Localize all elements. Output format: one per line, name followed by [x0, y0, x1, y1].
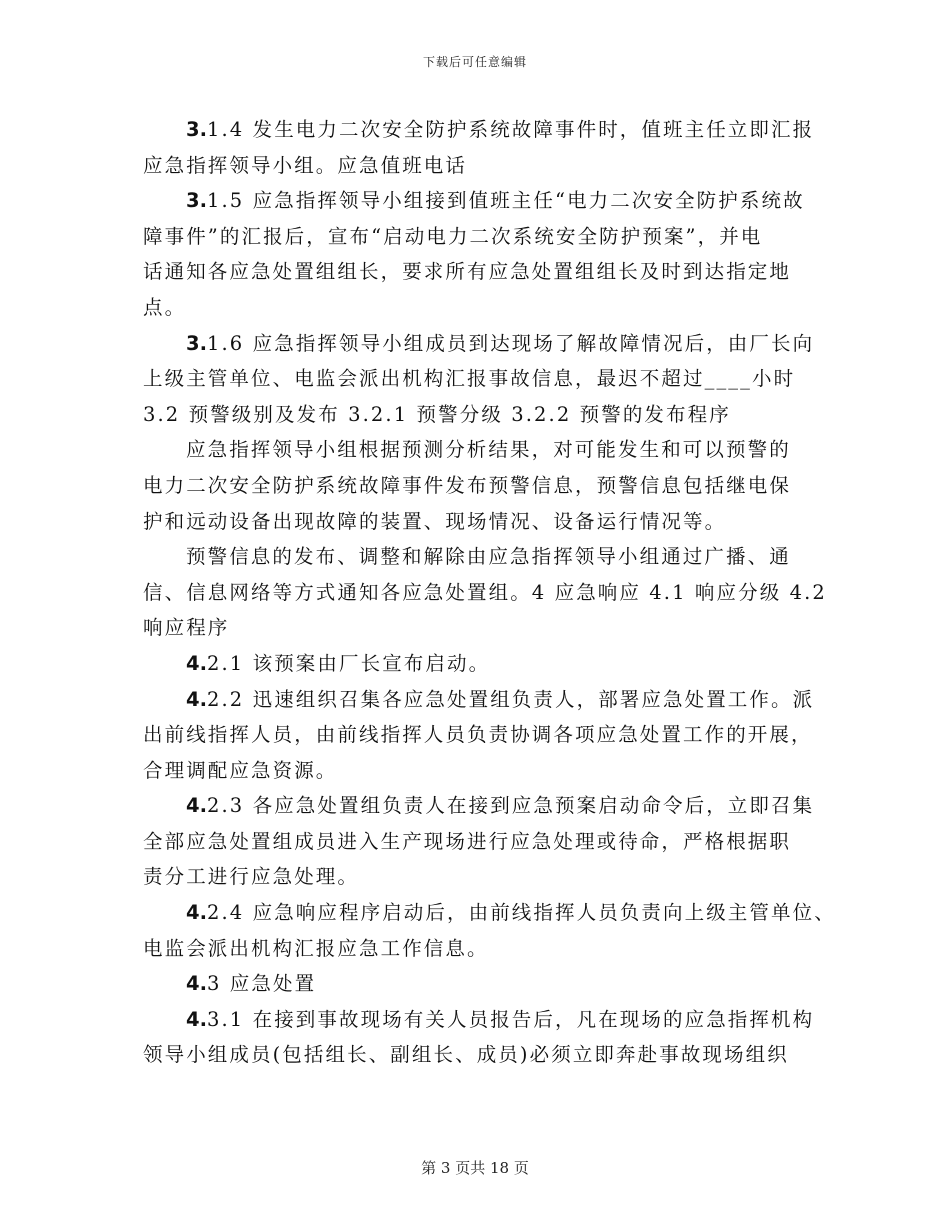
line-text: 责分工进行应急处理。 [143, 865, 360, 889]
section-number: 4. [186, 687, 207, 711]
line-text: 3.1 在接到事故现场有关人员报告后，凡在现场的应急指挥机构 [206, 1007, 815, 1031]
text-line [143, 361, 823, 397]
text-line [143, 788, 823, 824]
line-text: 电监会派出机构汇报应急工作信息。 [143, 936, 489, 960]
text-line [143, 468, 823, 504]
line-text: 预警信息的发布、调整和解除由应急指挥领导小组通过广播、通 [186, 545, 791, 569]
text-line [143, 646, 823, 682]
line-text: 1.6 应急指挥领导小组成员到达现场了解故障情况后，由厂长向 [206, 331, 815, 355]
line-text: 合理调配应急资源。 [143, 758, 338, 782]
text-line [143, 824, 823, 860]
line-text: 领导小组成员(包括组长、副组长、成员)必须立即奔赴事故现场组织 [143, 1043, 789, 1067]
text-line [143, 219, 823, 255]
line-text: 1.4 发生电力二次安全防护系统故障事件时，值班主任立即汇报 [206, 118, 815, 141]
line-text: 应急指挥领导小组根据预测分析结果，对可能发生和可以预警的 [186, 438, 791, 462]
text-line [143, 148, 823, 184]
section-number: 4. [186, 901, 207, 925]
line-text: 上级主管单位、电监会派出机构汇报事故信息，最迟不超过____小时 [143, 367, 796, 391]
line-text: 响应程序 [143, 616, 230, 640]
text-line [143, 539, 823, 575]
text-line [143, 1002, 823, 1038]
text-line [143, 753, 823, 789]
text-line [143, 966, 823, 1002]
text-line [143, 575, 827, 611]
line-text: 2.3 各应急处置组负责人在接到应急预案启动命令后，立即召集 [206, 794, 815, 818]
text-line [143, 717, 823, 753]
text-line [143, 610, 823, 646]
section-number: 3. [186, 331, 207, 355]
text-line [143, 397, 823, 433]
text-line [143, 859, 823, 895]
text-line [143, 682, 823, 718]
text-line [143, 183, 823, 219]
line-text: 出前线指挥人员，由前线指挥人员负责协调各项应急处置工作的开展， [143, 723, 813, 747]
text-line [143, 895, 836, 931]
line-text: 护和远动设备出现故障的装置、现场情况、设备运行情况等。 [143, 509, 727, 533]
line-text: 障事件”的汇报后，宣布“启动电力二次系统安全防护预案”，并电 [143, 224, 763, 248]
line-text: 信、信息网络等方式通知各应急处置组。4 应急响应 4.1 响应分级 4.2 [143, 580, 827, 604]
page-header: 下载后可任意编辑 [422, 55, 527, 69]
line-text: 3 应急处置 [206, 972, 317, 996]
text-line [143, 504, 823, 540]
line-text: 应急指挥领导小组。应急值班电话 [143, 153, 468, 177]
line-text: 话通知各应急处置组组长，要求所有应急处置组组长及时到达指定地 [143, 260, 792, 284]
text-line [143, 326, 823, 362]
section-number: 3. [186, 118, 207, 141]
line-text: 2.4 应急响应程序启动后，由前线指挥人员负责向上级主管单位、 [206, 901, 836, 925]
section-number: 3. [186, 189, 207, 213]
section-number: 4. [186, 651, 207, 675]
line-text: 3.2 预警级别及发布 3.2.1 预警分级 3.2.2 预警的发布程序 [143, 402, 731, 426]
page-footer: 第 3 页共 18 页 [421, 1159, 529, 1177]
text-line [143, 290, 823, 326]
text-line [143, 112, 823, 148]
text-line [143, 254, 823, 290]
line-text: 2.2 迅速组织召集各应急处置组负责人，部署应急处置工作。派 [206, 687, 815, 711]
line-text: 2.1 该预案由厂长宣布启动。 [206, 651, 491, 675]
text-line [143, 1037, 823, 1073]
section-number: 4. [186, 972, 207, 996]
document-body [143, 112, 836, 1073]
section-number: 4. [186, 794, 207, 818]
line-text: 全部应急处置组成员进入生产现场进行应急处理或待命，严格根据职 [143, 829, 792, 853]
section-number: 4. [186, 1007, 207, 1031]
line-text: 1.5 应急指挥领导小组接到值班主任“电力二次安全防护系统故 [206, 189, 805, 213]
line-text: 点。 [143, 295, 187, 319]
text-line [143, 931, 823, 967]
line-text: 电力二次安全防护系统故障事件发布预警信息，预警信息包括继电保 [143, 473, 792, 497]
text-line [143, 432, 823, 468]
